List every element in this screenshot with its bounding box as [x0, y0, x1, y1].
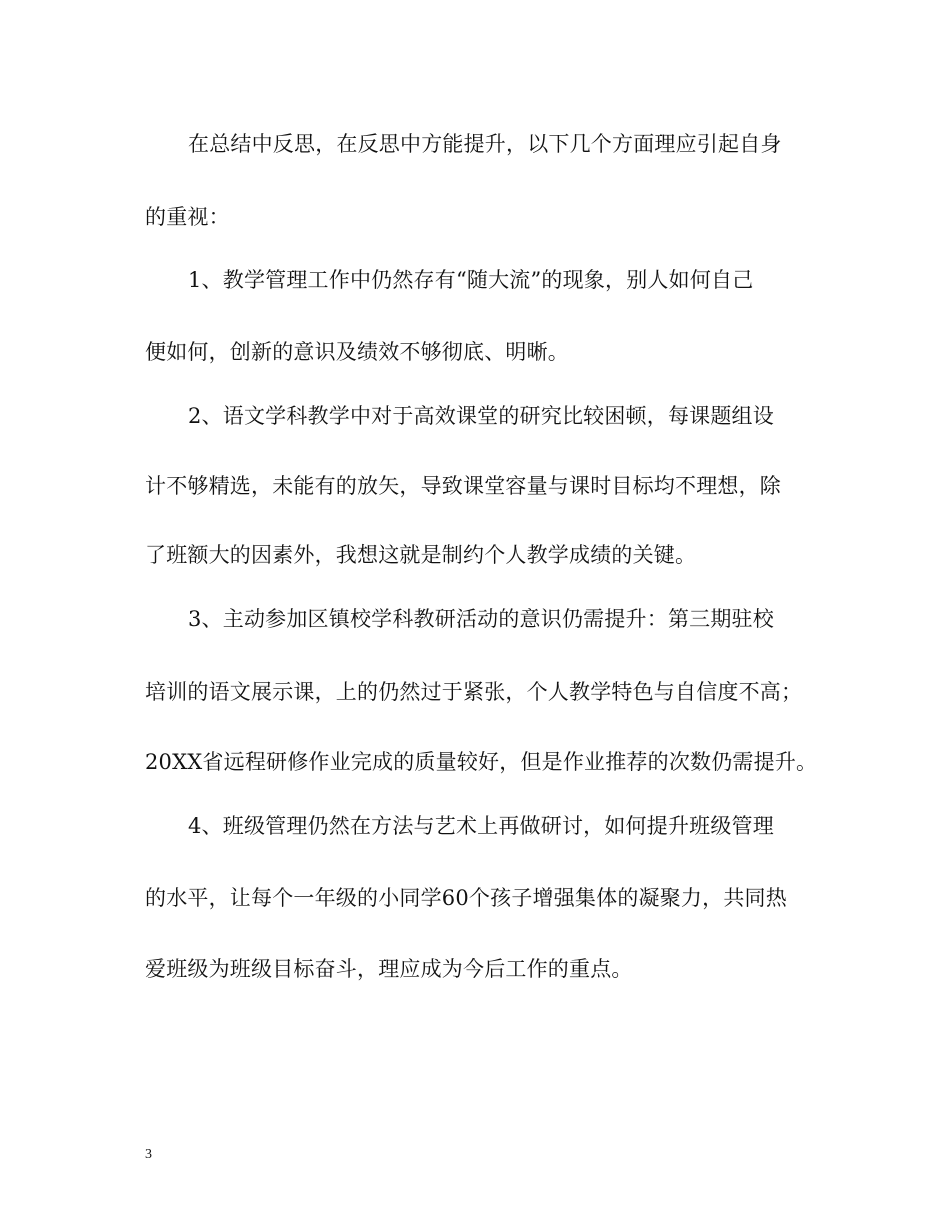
paragraph-intro-line-2: 的重视：: [145, 205, 230, 229]
paragraph-intro-line-1: 在总结中反思，在反思中方能提升，以下几个方面理应引起自身: [188, 132, 782, 156]
item-3-line-1: 3、主动参加区镇校学科教研活动的意识仍需提升：第三期驻校: [188, 607, 774, 631]
item-4-line-3: 爱班级为班级目标奋斗，理应成为今后工作的重点。: [145, 957, 633, 981]
item-4-line-2: 的水平，让每个一年级的小同学60个孩子增强集体的凝聚力，共同热: [145, 886, 787, 910]
item-3-line-2: 培训的语文展示课，上的仍然过于紧张，个人教学特色与自信度不高；: [145, 680, 803, 704]
item-1-line-1: 1、教学管理工作中仍然存有“随大流”的现象，别人如何自己: [188, 268, 754, 292]
item-3-line-3: 20XX省远程研修作业完成的质量较好，但是作业推荐的次数仍需提升。: [145, 750, 818, 774]
item-1-line-2: 便如何，创新的意识及绩效不够彻底、明晰。: [145, 340, 569, 364]
item-2-line-3: 了班额大的因素外，我想这就是制约个人教学成绩的关键。: [145, 543, 697, 567]
item-2-line-1: 2、语文学科教学中对于高效课堂的研究比较困顿，每课题组设: [188, 404, 774, 428]
item-2-line-2: 计不够精选，未能有的放矢，导致课堂容量与课时目标均不理想，除: [145, 474, 781, 498]
page-number: 3: [145, 1147, 152, 1162]
item-4-line-1: 4、班级管理仍然在方法与艺术上再做研讨，如何提升班级管理: [188, 814, 774, 838]
